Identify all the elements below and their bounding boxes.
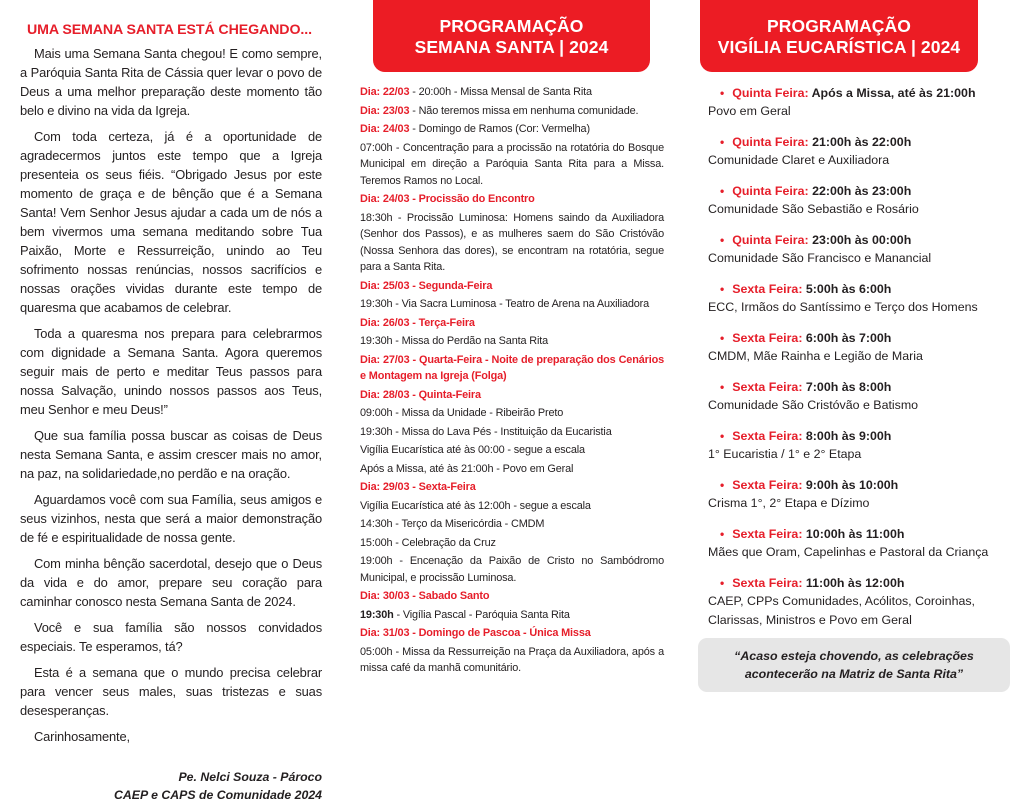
vigilia-slot	[708, 231, 1008, 249]
semana-santa-column	[360, 0, 664, 679]
vigilia-item	[708, 574, 1008, 630]
schedule-row	[360, 479, 664, 496]
vigilia-group: 1° Eucaristia / 1° e 2° Etapa	[708, 447, 862, 461]
vigilia-time: 22:00h às 23:00h	[812, 184, 912, 198]
letter-title: UMA SEMANA SANTA ESTÁ CHEGANDO...	[27, 22, 312, 38]
schedule-text: Após a Missa, até às 21:00h - Povo em Geral	[360, 462, 574, 475]
vigilia-group: Comunidade São Sebastião e Rosário	[708, 202, 919, 216]
vigilia-day: Quinta Feira:	[732, 184, 809, 198]
schedule-row	[360, 535, 664, 552]
vigilia-slot	[708, 574, 1008, 592]
vigilia-day: Quinta Feira:	[732, 233, 809, 247]
vigilia-item	[708, 182, 1008, 219]
letter-paragraph: Aguardamos você com sua Família, seus amigos e seus vizinhos, nesta que será a maior demonstração de fé e espiritualidade de nossa gente.	[20, 492, 322, 545]
schedule-row	[360, 84, 664, 101]
vigilia-group: Mães que Oram, Capelinhas e Pastoral da Criança	[708, 545, 989, 559]
schedule-text: 14:30h - Terço da Misericórdia - CMDM	[360, 518, 545, 530]
vigilia-item	[708, 427, 1008, 464]
note-line: acontecerão na Matriz de Santa Rita”	[744, 667, 964, 681]
bullet-icon: •	[720, 282, 725, 296]
vigilia-slot	[708, 476, 1008, 494]
letter-column	[20, 0, 322, 804]
letter-paragraph: Mais uma Semana Santa chegou! E como sempre, a Paróquia Santa Rita de Cássia quer levar o povo de Deus a uma melhor preparação deste momento tão belo e divino na vida da Igreja.	[20, 46, 322, 118]
vigilia-time: 11:00h às 12:00h	[805, 576, 905, 590]
schedule-row	[360, 588, 664, 605]
bullet-icon: •	[720, 233, 725, 247]
schedule-date: Dia: 26/03 - Terça-Feira	[360, 316, 475, 329]
schedule-row	[360, 644, 664, 677]
letter-paragraph: Toda a quaresma nos prepara para celebrarmos com dignidade a Semana Santa. Agora queremos seguir mais de perto e meditar Teus passos para nossa Salvação, unindo nossos passos aos Teus, meu Senhor e meu Deus!”	[20, 326, 322, 417]
schedule-time: 19:30h	[360, 608, 394, 621]
signature	[20, 768, 322, 804]
vigilia-day: Sexta Feira:	[732, 380, 803, 394]
schedule-text: 18:30h - Procissão Luminosa: Homens saindo da Auxiliadora (Senhor dos Passos), e as mulheres saem do São Cristóvão (Nossa Senhora das dores), se encontram na rotatória, segue para a Santa Rita.	[360, 211, 664, 273]
vigilia-time: 10:00h às 11:00h	[805, 527, 905, 541]
schedule-text: - Vigília Pascal - Paróquia Santa Rita	[393, 608, 570, 621]
bullet-icon: •	[720, 86, 725, 100]
vigilia-group: Crisma 1°, 2° Etapa e Dízimo	[708, 496, 870, 510]
vigilia-header	[700, 0, 978, 72]
vigilia-time: 21:00h às 22:00h	[812, 135, 912, 149]
schedule-row	[360, 461, 664, 478]
schedule-row	[360, 103, 664, 120]
signature-org: CAEP e CAPS de Comunidade 2024	[114, 788, 322, 802]
schedule-text: 19:30h - Missa do Perdão na Santa Rita	[360, 335, 549, 347]
header-line: PROGRAMAÇÃO	[766, 16, 911, 36]
vigilia-slot	[708, 329, 1008, 347]
schedule-text: 09:00h - Missa da Unidade - Ribeirão Preto	[360, 407, 564, 419]
schedule-text: Vigília Eucarística até às 00:00 - segue a escala	[360, 444, 585, 456]
vigilia-slot	[708, 378, 1008, 396]
schedule-row	[360, 315, 664, 332]
vigilia-slot	[708, 525, 1008, 543]
schedule-row	[360, 607, 664, 624]
vigilia-list	[708, 84, 1008, 630]
vigilia-day: Sexta Feira:	[732, 331, 803, 345]
vigilia-item	[708, 378, 1008, 415]
schedule-date: Dia: 22/03	[360, 86, 410, 98]
vigilia-day: Quinta Feira:	[732, 86, 809, 100]
bullet-icon: •	[720, 527, 725, 541]
schedule-date: Dia: 27/03 - Quarta-Feira - Noite de preparação dos Cenários e Montagem na Igreja (Folga)	[360, 353, 664, 382]
header-line: SEMANA SANTA | 2024	[414, 37, 609, 57]
schedule-text: - Domingo de Ramos (Cor: Vermelha)	[409, 123, 590, 135]
vigilia-group: Comunidade São Cristóvão e Batismo	[708, 398, 919, 412]
header-line: PROGRAMAÇÃO	[439, 16, 584, 36]
vigilia-time: 9:00h às 10:00h	[805, 478, 899, 492]
vigilia-slot	[708, 280, 1008, 298]
letter-paragraph: Carinhosamente,	[34, 729, 130, 744]
schedule-date: Dia: 24/03 - Procissão do Encontro	[360, 193, 535, 205]
rain-note	[698, 638, 1010, 692]
bullet-icon: •	[720, 184, 725, 198]
schedule-row	[360, 140, 664, 190]
letter-paragraph: Você e sua família são nossos convidados especiais. Te esperamos, tá?	[20, 620, 322, 654]
vigilia-item	[708, 231, 1008, 268]
schedule-row	[360, 191, 664, 208]
header-line: VIGÍLIA EUCARÍSTICA | 2024	[717, 37, 961, 57]
vigilia-day: Sexta Feira:	[732, 478, 803, 492]
vigilia-column	[708, 0, 1008, 642]
vigilia-time: 23:00h às 00:00h	[812, 233, 912, 247]
semana-santa-header	[373, 0, 650, 72]
letter-paragraph: Com toda certeza, já é a oportunidade de agradecermos juntos este tempo que a Igreja presenteia os seus fiéis. “Obrigado Jesus por este momento de graça e de bênção que é a Semana Santa! Vem Senhor Jesus ajudar a cada um de nós a bem vivermos uma semana meditando sobre Tua Paixão, Morte e Ressurreição, unindo ao Teu sofrimento nossas renúncias, nossos sacrifícios e nossas orações vividas durante este tempo de quaresma que acabamos de celebrar.	[20, 129, 322, 315]
schedule-date: Dia: 23/03	[360, 104, 410, 117]
schedule-text: - 20:00h - Missa Mensal de Santa Rita	[409, 86, 592, 98]
vigilia-item	[708, 133, 1008, 170]
schedule-row	[360, 387, 664, 404]
note-line: “Acaso esteja chovendo, as celebrações	[734, 649, 974, 663]
vigilia-day: Sexta Feira:	[732, 282, 803, 296]
schedule-list	[360, 84, 664, 677]
vigilia-item	[708, 525, 1008, 562]
vigilia-item	[708, 476, 1008, 513]
schedule-row	[360, 498, 664, 515]
letter-paragraph: Com minha bênção sacerdotal, desejo que o Deus da vida e do amor, prepare seu coração para caminhar conosco nesta Semana Santa de 2024.	[20, 556, 322, 609]
signature-name: Pe. Nelci Souza - Pároco	[178, 770, 322, 784]
schedule-text: 07:00h - Concentração para a procissão na rotatória do Bosque Municipal em direção a Paróquia Santa Rita para a Missa. Teremos Ramos no Local.	[360, 141, 664, 187]
vigilia-item	[708, 329, 1008, 366]
vigilia-day: Quinta Feira:	[732, 135, 809, 149]
schedule-row	[360, 424, 664, 441]
schedule-row	[360, 405, 664, 422]
bullet-icon: •	[720, 331, 725, 345]
bullet-icon: •	[720, 478, 725, 492]
vigilia-group: CMDM, Mãe Rainha e Legião de Maria	[708, 349, 923, 363]
vigilia-time: 5:00h às 6:00h	[805, 282, 892, 296]
vigilia-day: Sexta Feira:	[732, 429, 803, 443]
vigilia-item	[708, 280, 1008, 317]
schedule-date: Dia: 25/03 - Segunda-Feira	[360, 279, 493, 292]
bullet-icon: •	[720, 380, 725, 394]
vigilia-slot	[708, 182, 1008, 200]
bullet-icon: •	[720, 576, 725, 590]
schedule-text: - Não teremos missa em nenhuma comunidade.	[409, 104, 639, 117]
vigilia-group: Comunidade São Francisco e Manancial	[708, 251, 932, 265]
schedule-row	[360, 210, 664, 276]
schedule-text: Vigília Eucarística até às 12:00h - segue a escala	[360, 499, 591, 512]
bullet-icon: •	[720, 135, 725, 149]
schedule-date: Dia: 30/03 - Sabado Santo	[360, 590, 490, 602]
schedule-date: Dia: 31/03 - Domingo de Pascoa - Única Missa	[360, 627, 591, 639]
vigilia-day: Sexta Feira:	[732, 527, 803, 541]
vigilia-group: ECC, Irmãos do Santíssimo e Terço dos Homens	[708, 300, 978, 314]
vigilia-time: 6:00h às 7:00h	[805, 331, 892, 345]
letter-body	[20, 44, 322, 746]
schedule-row	[360, 625, 664, 642]
schedule-row	[360, 333, 664, 350]
vigilia-group: Povo em Geral	[708, 104, 791, 118]
letter-paragraph: Que sua família possa buscar as coisas de Deus nesta Semana Santa, e assim crescer mais no amor, na paz, na solidariedade,no perdão e na oração.	[20, 428, 322, 481]
vigilia-day: Sexta Feira:	[732, 576, 803, 590]
schedule-text: 15:00h - Celebração da Cruz	[360, 536, 496, 549]
letter-paragraph: Esta é a semana que o mundo precisa celebrar para vencer seus males, suas tristezas e suas desesperanças.	[20, 665, 322, 718]
schedule-row	[360, 121, 664, 138]
schedule-text: 19:30h - Via Sacra Luminosa - Teatro de Arena na Auxiliadora	[360, 298, 650, 310]
schedule-text: 05:00h - Missa da Ressurreição na Praça da Auxiliadora, após a missa café da manhã comunitário.	[360, 645, 664, 674]
schedule-text: 19:00h - Encenação da Paixão de Cristo no Sambódromo Municipal, e procissão Luminosa.	[360, 555, 664, 584]
schedule-date: Dia: 29/03 - Sexta-Feira	[360, 481, 476, 493]
vigilia-slot	[708, 427, 1008, 445]
schedule-row	[360, 442, 664, 459]
bullet-icon: •	[720, 429, 725, 443]
vigilia-slot	[708, 133, 1008, 151]
schedule-row	[360, 352, 664, 385]
schedule-date: Dia: 28/03 - Quinta-Feira	[360, 388, 481, 401]
schedule-date: Dia: 24/03	[360, 123, 410, 135]
vigilia-time: Após a Missa, até às 21:00h	[811, 86, 976, 100]
vigilia-slot	[708, 84, 1008, 102]
schedule-text: 19:30h - Missa do Lava Pés - Instituição da Eucaristia	[360, 425, 612, 438]
vigilia-time: 8:00h às 9:00h	[805, 429, 892, 443]
schedule-row	[360, 278, 664, 295]
vigilia-time: 7:00h às 8:00h	[805, 380, 892, 394]
schedule-row	[360, 516, 664, 533]
schedule-row	[360, 553, 664, 586]
schedule-row	[360, 296, 664, 313]
vigilia-group: CAEP, CPPs Comunidades, Acólitos, Coroinhas, Clarissas, Ministros e Povo em Geral	[708, 594, 975, 627]
vigilia-item	[708, 84, 1008, 121]
vigilia-group: Comunidade Claret e Auxiliadora	[708, 153, 890, 167]
